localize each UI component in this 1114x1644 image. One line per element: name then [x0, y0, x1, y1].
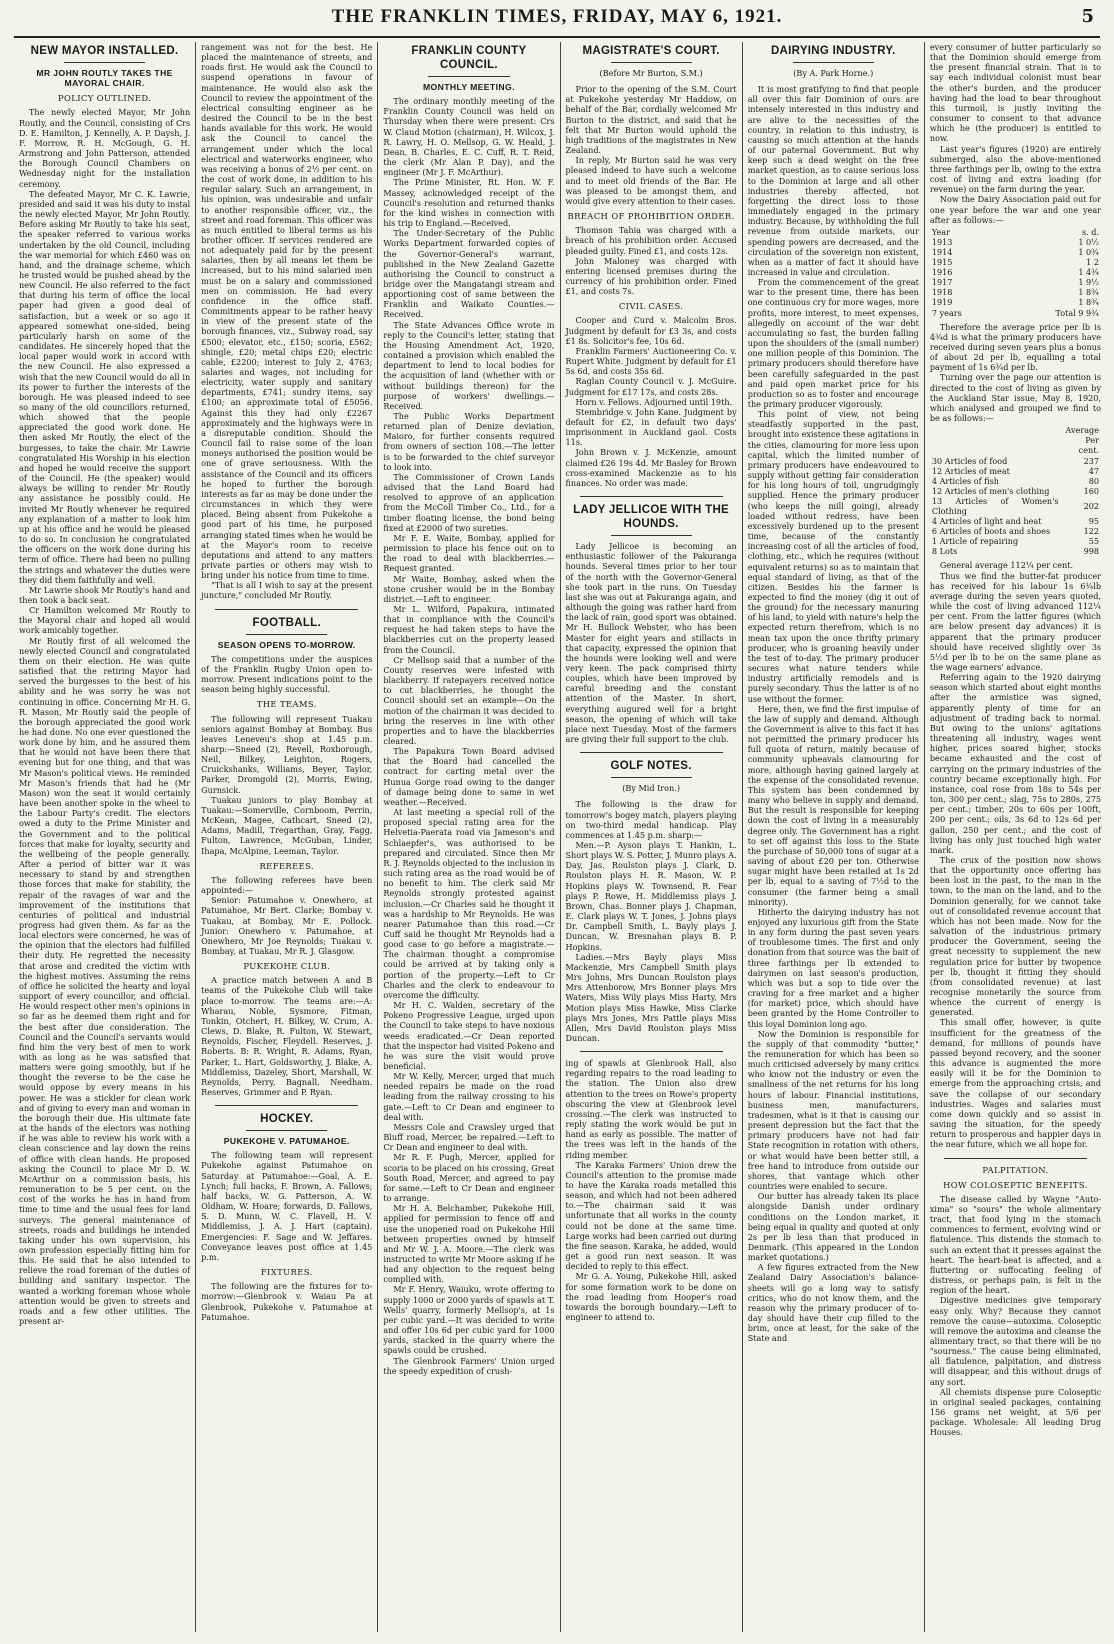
column-2 — [196, 42, 378, 1632]
masthead — [14, 6, 1100, 38]
table-header — [1061, 425, 1102, 455]
article-paragraph: Digestive medicines give temporary easy only. Why? Because they cannot remove the cause—autoxima. Coloseptic will remove the autoxima and cleanse the alimentary tract, so that there will be no "sourness." The cause being eliminated, all flatulence, palpitation, and distress will disappear, and this without drugs of any sort. — [930, 1295, 1101, 1386]
butter-price-table — [930, 227, 1101, 318]
divider — [580, 496, 723, 497]
divider — [580, 752, 723, 753]
article-paragraph: The competitions under the auspices of the Franklin Rugby Union open to-morrow. Present indications point to the season being highly successful. — [201, 654, 372, 695]
table-cell: 1917 — [930, 277, 1001, 287]
article-paragraph: Referring again to the 1920 dairying season which started about eight months after the armistice was signed, apparently plenty of time for an adjustment of trading back to normal. But owing to the unions' agitations threatening all industry, wages went higher, prices soared higher, stocks became exhausted and the cost of carrying on the primary industries of the country became exceptionally high. For instance, coal rose from 18s to 54s per ton, 300 per cent.; slag, 75s to 280s, 275 per cent.; timber, 20s to 60s per 100ft, 200 per cent.; oils, 3s 6d to 12s 6d per gallon, 250 per cent.; and the cost of living has only just touched high water mark. — [930, 672, 1101, 855]
article-paragraph: Now the Dominion is responsible for the supply of that commodity "butter," the remuneration for which has been so much criticised adversely by many critics who know not the industry or even the smallness of the net returns for his long hours of labour. Financial institutions, business men, manufacturers, tradesmen, what is it that is causing our present depression but the fact that the primary producers have not had fair State recognition in rotation with others, or what would have been better still, a free hand to introduce from outside our shores, that vantage which other countries were enabled to secure. — [748, 1029, 919, 1192]
table-cell: 160 — [1061, 486, 1102, 496]
football-heading: FOOTBALL. — [201, 616, 372, 630]
county-council-heading: FRANKLIN COUNTY COUNCIL. — [383, 44, 554, 72]
table-row — [930, 476, 1101, 486]
article-paragraph: rangement was not for the best. He placed the maintenance of streets, and roads first. He would ask the Council to suspend operations in favour of maintenance. He would also ask the Council to review the appointment of the electrical consulting engineer as he desired the Council to be in the best hands available for this work. He would ask the Council to cancel the arrangement under which the local electrical and waterworks engineer, who was receiving a bonus of 2½ per cent. on the cost of work done, in addition to his regular salary. Such an arrangement, in his opinion, was undesirable and unfair to another responsible officer, viz., the street and road foreman. This officer was as much entitled to liberal terms as his brother officer. If services rendered are not adequately paid for by the present salaries, then by all means let them be increased, but to his mind salaried men must be on a salary and commissioned men on commission. He had every confidence in the office staff. Commitments appear to be rather heavy in view of the present state of the borough finances, viz., Subway road, say £500; elevator, etc., £150; scoria, £562; shingle, £20; metal chips £20; electric cable, £2200; interest to July 2, 4763; salaries and wages, not including for electricity, water supply and sanitary departments, £741; sundry items, say £100; an approximate total of £5056. Against this they had only £2267 approximately and the highways were in a disreputable condition. Should the Council fail to raise some of the loan moneys authorised the position would be one of grave seriousness. With the assistance of the Council and its officers he hoped to further the borough interests as far as may be done under the circumstances in which they were placed. Being absent from Pukekohe a good part of his time, he purposed arranging stated times when he would be at the Mayor's room to receive deputations and attend to any matters private parties or others may wish to bring under his notice from time to time. — [201, 42, 372, 580]
table-row — [930, 237, 1101, 247]
table-row — [930, 308, 1101, 318]
article-paragraph: Men.—P. Ayson plays T. Hankin, L. Short plays W. S. Potter, J. Munro plays A. Day, Jas. Roulston plays J. Clark, D. Roulston plays H. R. Mason, W. P. Hopkins plays W. Townsend, R. Fear plays P. Rowe, H. Middlemiss plays J. Brown, Chas. Bonner plays J. Chapman, E. Clark plays W. T. Jones, J. Johns plays Dr. Campbell Smith, L. Bayly plays J. Duncan, W. Bresnahan plays B. P. Hopkins. — [566, 840, 737, 952]
table-cell: 1918 — [930, 287, 1001, 297]
table-cell: 6 Articles of boots and shoes — [930, 526, 1061, 536]
table-cell: 12 Articles of meat — [930, 466, 1061, 476]
table-cell: 1916 — [930, 267, 1001, 277]
table-cell: 1 8¾ — [1001, 297, 1101, 307]
table-row — [930, 297, 1101, 307]
article-paragraph: The Commissioner of Crown Lands advised that the Land Board had resolved to approve of an application from the McColl Timber Co., Ltd., for a timber floating license, the bond being fixed at £2000 of two sureties. — [383, 472, 554, 533]
article-paragraph: Mr F. E. Waite, Bombay, applied for permission to place his fence out on to the road to deal with blackberries.—Request granted. — [383, 533, 554, 574]
table-cell: 1915 — [930, 257, 1001, 267]
table-cell: 122 — [1061, 526, 1102, 536]
article-paragraph: John Maloney was charged with entering licensed premises during the currency of his prohibition order. Fined £1, and costs 7s. — [566, 256, 737, 297]
county-council-subheading: MONTHLY MEETING. — [383, 82, 554, 92]
table-row — [930, 526, 1101, 536]
article-paragraph: Mr L. Wilford, Papakura, intimated that in compliance with the Council's request he had taken steps to have the blackberries cut on the property leased from the Council. — [383, 604, 554, 655]
table-header: s. d. — [1001, 227, 1101, 237]
table-cell: Total 9 9¾ — [1001, 308, 1101, 318]
article-paragraph: The State Advances Office wrote in reply to the Council's letter, stating that the Housing Amendment Act, 1920, contained a provision which enabled the department to lend to local bodies for the acquisition of land (whether with or without buildings thereon) for the purpose of workers' dwellings.—Received. — [383, 320, 554, 411]
article-paragraph: The newly elected Mayor, Mr John Routly, and the Council, consisting of Crs D. E. Hamilton, J. Kennelly, A. P. Daysh, J. F. Morrow, R. H. McGough, G. H. Armstrong and John Patterson, attended the Borough Council Chambers on Wednesday night for the installation ceremony. — [19, 107, 190, 188]
article-paragraph: Now the Dairy Association paid out for one year before the war and one year after as follows:— — [930, 194, 1101, 224]
breach-heading: BREACH OF PROHIBITION ORDER. — [566, 211, 737, 221]
divider — [64, 62, 145, 63]
article-paragraph: Our butter has already taken its place alongside Danish under ordinary conditions on the London market, it being equal in quality and quoted at only 2s per lb less than that produced in Denmark. (This appeared in the London market quotations.) — [748, 1191, 919, 1262]
mayor-subsubheading: POLICY OUTLINED. — [19, 93, 190, 103]
table-row — [930, 456, 1101, 466]
article-paragraph: ing of spawls at Glenbrook Hall, also regarding repairs to the road leading to the station. The Union also drew attention to the trees on Rowe's property obscuring the view at Glenbrook level crossing.—The clerk was instructed to reply stating the work would be put in hand as early as possible. The matter of the trees was left in the hands of the riding member. — [566, 1058, 737, 1160]
article-paragraph: Therefore the average price per lb is 4¾d is what the primary producers have received during seven years plus a bonus of about 2d per lb, equalling a total payment of 1s 6¾d per lb. — [930, 322, 1101, 373]
column-1 — [14, 42, 196, 1632]
article-paragraph: Horn v. Fellows. Adjourned until 19th. — [566, 397, 737, 407]
article-paragraph: The Papakura Town Board advised that the Board had cancelled the contract for carting metal over the Hunua Gorge road owing to the danger of damage being done to same in wet weather.—Received. — [383, 746, 554, 807]
article-paragraph: Raglan County Council v. J. McGuire. Judgment for £17 17s, and costs 28s. — [566, 376, 737, 396]
table-cell: 1 2 — [1001, 257, 1101, 267]
table-cell: 1914 — [930, 247, 1001, 257]
article-paragraph: Lady Jellicoe is becoming an enthusiastic follower of the Pakuranga hounds. Several times prior to her tour of the north with the Governor-General she took part in the runs. On Tuesday last she was out at Pakuranga again, and although the going was rather hard from the lack of rain, good sport was obtained. Mr H. Bullock Webster, who has been Master for eight years and stillacts in that capacity, expressed the opinion that the hounds were looking well and were very keen. The pack comprised thirty couples, which have been improved by careful breeding and the constant attention of the Master. In short, everything augured well for a bright season, the opening of which will take place next Tuesday. Most of the farmers are giving their full support to the club. — [566, 541, 737, 744]
page-columns — [14, 42, 1106, 1632]
article-paragraph: The following referees have been appointed:— — [201, 875, 372, 895]
table-cell: 95 — [1061, 516, 1102, 526]
article-paragraph: The Public Works Department returned plan of Denize deviation, Maioro, for further consents required from owners of section 108.—The letter is to be forwarded to the chief surveyor to look into. — [383, 411, 554, 472]
article-paragraph: The following will represent Tuakau seniors against Bombay at Bombay. Bus leaves Leneveu's shop at 1.45 p.m. sharp:—Sneed (2), Revell, Roxborough, Neil, Bilkey, Leighton, Rogers, Cruickshanks, Williams, Beyer, Taylor, Parker, Dromgold (2), Morris, Ewing, Gurnsick. — [201, 714, 372, 795]
table-cell: 13 Articles of Women's Clothing — [930, 496, 1061, 516]
divider — [428, 76, 509, 77]
dairying-heading: DAIRYING INDUSTRY. — [748, 44, 919, 58]
divider — [793, 62, 874, 63]
table-row — [930, 496, 1101, 516]
article-paragraph: Franklin Farmers' Auctioneering Co. v. Rupert White. Judgment by default for £1 5s 6d, and costs 35s 6d. — [566, 346, 737, 376]
table-cell: 237 — [1061, 456, 1102, 466]
divider — [215, 609, 358, 610]
table-cell: 55 — [1061, 536, 1102, 546]
football-subheading: SEASON OPENS TO-MORROW. — [201, 640, 372, 650]
article-paragraph: A practice match between A and B teams of the Pukekohe Club will take place to-morrow. The teams are:—A: Wharau, Noble, Sysmore, Fitman, Tonkin, Otchert, H. Bilkey, W. Crum, A. Clews, D. Blake, R. Fulton, W. Stewart, Reynolds, Fischer, Fleydell. Reserves, J. Roberts. B: R. Wright, R. Adams, Ryan, Parker, L. Hart, Goldsworthy, J. Blake, A. Middlemiss, Dazeley, Short, Marshall, W. Reynolds, Perry, Bagnall, Needham. Reserves, Grimmer and P. Ryan. — [201, 975, 372, 1097]
table-cell: 1 9½ — [1001, 277, 1101, 287]
article-paragraph: The following team will represent Pukekohe against Patumahoe on Saturday at Patumahoe:—Goal, A. E. Lynch; full backs, F. Brown, A. Fallows; half backs, W. G. Patterson, A. W. Oldham, W. Hoare; forwards, D. Fallows, S. D. Munn, W. C. Flavell, H. V. Middlemiss, J. A. J. Hart (captain). Emergencies: F. Sage and W. Jeffares. Conveyance leaves post office at 1.45 p.m. — [201, 1150, 372, 1262]
table-cell: 1913 — [930, 237, 1001, 247]
article-paragraph: Messrs Cole and Crawsley urged that Bluff road, Mercer, be repaired.—Left to Cr Dean and engineer to deal with. — [383, 1122, 554, 1152]
table-cell: 1 8¾ — [1001, 287, 1101, 297]
page-number: 5 — [1081, 6, 1094, 27]
table-row — [930, 425, 1101, 455]
referees-heading: REFEREES. — [201, 861, 372, 871]
hounds-heading: LADY JELLICOE WITH THE HOUNDS. — [566, 503, 737, 531]
article-paragraph: Ladies.—Mrs Bayly plays Miss Mackenzie, Mrs Campbell Smith plays Mrs Johns, Mrs Duncan Roulston plays Mrs Attenborow, Mrs Bonner plays Mrs Waters, Miss Wily plays Miss Harty, Mrs Motion plays Miss Hawke, Miss Clarke plays Mrs Jones, Mrs Pattle plays Miss Allen, Mrs David Roulston plays Miss Duncan. — [566, 952, 737, 1043]
table-cell: 30 Articles of food — [930, 456, 1061, 466]
table-header — [930, 425, 1061, 455]
article-paragraph: The ordinary monthly meeting of the Franklin County Council was held on Thursday when there were present: Crs W. Claud Motion (chairman), H. Wilcox, J. R. Lawry, H. O. Mellsop, G. W. Heald, J. Dean, B. Charles, E. C. Cuff, R. T. Reid, the clerk (Mr Alan P. Day), and the engineer (Mr J. F. McArthur). — [383, 96, 554, 177]
table-row — [930, 536, 1101, 546]
article-paragraph: This small offer, however, is quite insufficient for the greatness of the demand, for millions of pounds have passed beyond recovery, and the sooner this advance is augmented the more easily will it be for the Dominion to emerge from the approaching crisis, and save the collapse of our secondary industries. Wages and salaries must come down quickly and so assist in saving the situation, for the speedy return to prosperous and happier days in the near future, which we all hope for. — [930, 1017, 1101, 1149]
article-paragraph: Mr H. A. Belchamber, Pukekohe Hill, applied for permission to fence off and use the unopened road on Pukekohe Hill between properties owned by himself and Mr W. J. A. Moore.—The clerk was instructed to write Mr Moore asking if he had any objection to the request being complied with. — [383, 1203, 554, 1284]
article-paragraph: It is most gratifying to find that people all over this fair Dominion of ours are intensely interested in this industry and are alive to the necessities of the country, in relation to this industry, is causing so much attention at the hands of our paternal Government. But why keep such a dead weight on the free market question, as to cause serious loss to the Dominion at large and all other industries thereby affected, not forgetting the direct loss to those immediately engaged in the primary industry. Because, by withholding the full revenue from outside markets, our spending powers are decreased, and the circulation of the sovereign non existent, when as a matter of fact it should have increased in value and circulation. — [748, 84, 919, 277]
article-paragraph: The following is the draw for tomorrow's bogey match, players playing on two-third medal handicap. Play commences at 1.45 p.m. sharp:— — [566, 799, 737, 840]
article-paragraph: Tuakau juniors to play Bombay at Tuakau:—Somerville, Cornboom, Perrin, McKean, Magee, Cathcart, Sneed (2), Adams, Madill, Tregarthan, Gray, Fagg, Fulton, Lawrence, McGuban, Linder, Ihapa, McAlpine, Leeman, Taylor. — [201, 795, 372, 856]
fixtures-heading: FIXTURES. — [201, 1267, 372, 1277]
article-paragraph: Cr Mellsop said that a number of the County reserves were infested with blackberry. If ratepayers received notice to cut blackberries, he thought the Council should set an example—On the motion of the chairman it was decided to bring the reserves in line with other properties and to have the blackberries cleared. — [383, 655, 554, 746]
mayor-subheading: MR JOHN ROUTLY TAKES THE MAYORAL CHAIR. — [19, 68, 190, 88]
article-paragraph: Mr Lawrie shook Mr Routly's hand and then took a back seat. — [19, 585, 190, 605]
mayor-heading: NEW MAYOR INSTALLED. — [19, 44, 190, 58]
newspaper-title: THE FRANKLIN TIMES, FRIDAY, MAY 6, 1921. — [14, 6, 1100, 28]
table-row — [930, 257, 1101, 267]
table-cell: 1919 — [930, 297, 1001, 307]
article-paragraph: John Brown v. J. McKenzie, amount claimed £26 19s 4d. Mr Basley for Brown cross-examined Mackenzie as to his finances. No order was made. — [566, 447, 737, 488]
divider — [944, 1158, 1087, 1159]
teams-heading: THE TEAMS. — [201, 699, 372, 709]
hockey-subheading: PUKEKOHE V. PATUMAHOE. — [201, 1136, 372, 1146]
table-cell: 1 Article of repairing — [930, 536, 1061, 546]
column-6 — [925, 42, 1106, 1632]
article-paragraph: The crux of the position now shows that the opportunity once offering has been lost in the past, to the man in the town, to the man on the land, and to the Dominion generally, for we cannot take out of consolidated revenue account that which has not been made. Now for the salvation of the industrious primary producer the Government, seeing the great necessity to supplement the new regulation price for butter by twopence per lb, thought it fitting they should (from consolidated revenue) at last recognise monetarily the source from whence the current of energy is generated. — [930, 855, 1101, 1018]
table-cell: 998 — [1061, 546, 1102, 556]
civil-heading: CIVIL CASES. — [566, 301, 737, 311]
table-row — [930, 486, 1101, 496]
table-cell: 1 0½ — [1001, 237, 1101, 247]
article-paragraph: The Glenbrook Farmers' Union urged the speedy expedition of crush- — [383, 1356, 554, 1376]
palpitation-subheading: HOW COLOSEPTIC BENEFITS. — [930, 1180, 1101, 1190]
divider — [246, 634, 327, 635]
hockey-heading: HOCKEY. — [201, 1112, 372, 1126]
table-row — [930, 267, 1101, 277]
article-paragraph: Thus we find the butter-fat producer has received for his labour 1s 6¾lb average during the seven years quoted, while the cost of living advanced 112¼ per cent. From the latter figures (which are below present day advances) it is apparent that the primary producer should have received slightly over 3s 5½d per lb to be on the same plane as the wage earners' advance. — [930, 571, 1101, 673]
article-paragraph: Turning over the page our attention is directed to the cost of living as given by the Auckland Star issue, May 8, 1920, which analysed and grouped we find to be as follows:— — [930, 372, 1101, 423]
table-cell: 12 Articles of men's clothing — [930, 486, 1061, 496]
table-row — [930, 287, 1101, 297]
article-paragraph: Here, then, we find the first impulse of the law of supply and demand. Although the Government is alive to this fact it has not permitted the primary producer his full quota of return, mainly because of community upheavals clamouring for more, although having gained largely at the expense of the consolidated revenue. This system has been condemned by many who believe in supply and demand. But the result is responsible for keeping down the cost of living in a measurably degree only. The Government has a right to set off against this loss to the State the purchase of 50,000 tons of sugar at a saving of about £20 per ton. Otherwise sugar might have been retailed at 1s 2d per lb, equal to a saving of 7½d to the consumer (the farmer being a small minority). — [748, 704, 919, 907]
article-paragraph: From the commencement of the great war to the present time, there has been one continuous cry for more wages, more profits, more interest, to meet expenses, allegedly on account of the war debt accumulating so fast, the burden falling upon the shoulders of the (small number) one million people of this Dominion. The primary producers should therefore have been carefully safeguarded in the past and paid open market price for his production so as to foster and encourage the primary producer vigorously. — [748, 277, 919, 409]
article-paragraph: Cr Hamilton welcomed Mr Routly to the Mayoral chair and hoped all would work amicably together. — [19, 605, 190, 635]
table-row — [930, 277, 1101, 287]
article-paragraph: Cooper and Curd v. Malcolm Bros. Judgment by default for £3 3s, and costs £1 8s. Solicitor's fee, 10s 6d. — [566, 315, 737, 345]
article-paragraph: General average 112¼ per cent. — [930, 560, 1101, 570]
table-cell: 1 4¾ — [1001, 267, 1101, 277]
article-paragraph: The Prime Minister, Rt. Hon. W. F. Massey, acknowledged receipt of the Council's resolution and returned thanks for the kind wishes in connection with his trip to England.—Received. — [383, 177, 554, 228]
column-5 — [743, 42, 925, 1632]
article-paragraph: Mr Waite, Bombay, asked when the stone crusher would be in the Bombay district.—Left to engineer. — [383, 574, 554, 604]
table-header-label: Average — [1065, 425, 1099, 435]
table-row — [930, 516, 1101, 526]
article-paragraph: Hitherto the dairying industry has not enjoyed any luxurious gift from the State in any form during the past seven years of troublesome times. The first and only donation from that source was the bait of three farthings per lb extended to dairymen on last season's production, which was but a sop to tide over the craving for a free market and a higher (for market) price, which should have been granted by the Home Controller to this loyal Dominion long ago. — [748, 907, 919, 1029]
divider — [611, 535, 692, 536]
table-cell: 4 Articles of light and heat — [930, 516, 1061, 526]
table-row — [930, 247, 1101, 257]
table-row — [930, 227, 1101, 237]
table-header-label: Per cent. — [1079, 435, 1099, 455]
article-paragraph: "That is all I wish to say at the present juncture," concluded Mr Routly. — [201, 580, 372, 600]
article-paragraph: The disease called by Wayne "Auto-xima" so "sours" the whole alimentary tract, that food lying in the stomach commences to ferment, evolving wind or flatulence. This distends the stomach to such an extent that it presses against the heart. The heart-beat is affected, and a fluttering or suffocating feeling of distress, or perhaps pain, is felt in the region of the heart. — [930, 1194, 1101, 1296]
article-paragraph: Last year's figures (1920) are entirely submerged, also the above-mentioned three farthings per lb, owing to the extra cost of living and extra loading (for revenue) on the farm during the year. — [930, 144, 1101, 195]
table-row — [930, 546, 1101, 556]
table-cell: 4 Articles of fish — [930, 476, 1061, 486]
article-paragraph: every consumer of butter particularly so that the Dominion should emerge from the present financial strain. That is to say each individual colonist must bear the other's burden, and the producer having had the load to bear throughout this turmoil, is justly inviting the consumer to consent to that advance which he (the producer) is entitled to now. — [930, 42, 1101, 144]
article-paragraph: Mr H. C. Walden, secretary of the Pokeno Progressive League, urged upon the Council to take steps to have noxious weeds eradicated.—Cr Dean reported that the inspector had visited Pokeno and he was sure the visit would prove beneficial. — [383, 1000, 554, 1071]
article-paragraph: Mr W. Kelly, Mercer, urged that much needed repairs be made on the road leading from the railway crossing to his gate.—Left to Cr Dean and engineer to deal with. — [383, 1071, 554, 1122]
article-paragraph: The following are the fixtures for to-morrow:—Glenbrook v. Waiau Pa at Glenbrook, Pukekohe v. Patumahoe at Patumahoe. — [201, 1281, 372, 1322]
article-paragraph: A few figures extracted from the New Zealand Dairy Association's balance-sheets will go a long way to satisfy critics, who do not know them, and the reason why the primary producer of to-day should have their cup filled to the brim, once at least, for the sake of the State and — [748, 1262, 919, 1343]
divider — [611, 62, 692, 63]
table-cell: 202 — [1061, 496, 1102, 516]
divider — [611, 777, 692, 778]
table-header: Year — [930, 227, 1001, 237]
article-paragraph: Senior: Patumahoe v. Onewhero, at Patumahoe, Mr Bert. Clarke; Bombay v. Tuakau, at Bombay, Mr E. Pollock. Junior: Onewhero v. Patumahoe, at Onewhero, Mr Joe Reynolds; Tuakau v. Bombay, at Tuakau, Mr R. J. Glasgow. — [201, 895, 372, 956]
table-cell: 1 0¾ — [1001, 247, 1101, 257]
table-cell: 7 years — [930, 308, 1001, 318]
article-paragraph: The Karaka Farmers' Union drew the Council's attention to the promise made to have the Karaka roads metalled this season, and which had not been adhered to.—The chairman said it was unfortunate that all works in the county could not be done at the same time. Large works had been carried out during the fine season. Karaka, he added, would get a good run next season. It was decided to reply to this effect. — [566, 1160, 737, 1272]
article-paragraph: In reply, Mr Burton said he was very pleased indeed to have such a welcome and to meet old friends of the Bar. He was pleased to be amongst them, and would give every attention to their cases. — [566, 155, 737, 206]
divider — [215, 1105, 358, 1106]
article-paragraph: Stembridge v. John Kane. Judgment by default for £2, in default two days' imprisonment in Auckland gaol. Costs 11s. — [566, 407, 737, 448]
article-paragraph: Mr Routly first of all welcomed the newly elected Council and congratulated them on their election. He was quite satisfied that the retiring Mayor had served the burgesses to the best of his ability and he was sorry he was not continuing in office. Concerning Mr H. G. R. Mason, Mr Routly said the people of the borough appreciated the good work he had done. No one ever questioned the work done by him, and he assured them that he would not have been there that evening but for one thing, and that was Mr Mason's political views. He reminded Mr Mason's friends that had he (Mr Mason) won the seat it would certainly have been another spoke in the wheel to the Labour Party's credit. The electors owed a duty to the Prime Minister and the Government and to the political forces that make for loyalty, security and the wellbeing of the people generally. After a period of bitter war it was necessary to stand by and strengthen those forces that make for stability, the repair of the ravages of war and the improvement of the institutions that centuries of political and industrial progress had given them. As far as the local electors were concerned, he was of the opinion that the electors had fulfilled their duty. He regretted the necessity that arose and credited the victim with the highest motives. Assuming the reins of office he solicited the hearty and loyal support of every councillor, and official. He would respect other men's opinions in so far as he deemed them right and for the best after due consideration. The Council and the Council's servants would find him the very best of men to work with as long as he was satisfied that matters were going smoothly, but if he thought the reverse to be the case he would oppose by every means in his power. He was a stickler for clean work and of giving to every man and woman in the borough their due. His ultimate fate at the hands of the electors was nothing if he was able to review his work with a clean conscience and lay down the reins of office with clean hands. He proposed asking the Council to place Mr D. W. McArthur on a commission basis, his remuneration to be 5 per cent. on the cost of the works he has in hand from time to time and the usual fees for land surveys. The general maintenance of streets, roads and buildings he intended taking under his own supervision, his own profession especially fitting him for this. He said that he also intended to relieve the road foreman of the duties of building and sanitary inspector. The wanted a working foreman whose whole attention would be given to streets and roads and a few other utilities. The present ar- — [19, 636, 190, 1327]
article-paragraph: Mr R. F. Pugh, Mercer, applied for scoria to be placed on his crossing, Great South Road, Mercer, and agreed to pay for same.—Left to Cr Dean and engineer to arrange. — [383, 1152, 554, 1203]
article-paragraph: Prior to the opening of the S.M. Court at Pukekohe yesterday Mr Haddow, on behalf of the Bar, cordially welcomed Mr Burton to the district, and said that he felt that Mr Burton would uphold the high traditions of the magistrates in New Zealand. — [566, 84, 737, 155]
article-paragraph: At last meeting a special roll of the proposed special rating area for the Helvetia-Paerata road via Jameson's and Schlaepfer's, was authorised to be prepared and circulated. Since then Mr R. J. Reynolds objected to the inclusion in such rating area as the road would be of no benefit to him. The clerk said Mr Reynolds strongly protested against inclusion.—Cr Charles said he thought it was a hardship to Mr Reynolds. He was nearer Patumahoe than this road.—Cr Cuff said he thought Mr Reynolds had a good case to go before a magistrate.—The chairman thought a compromise could be arrived at by taking only a portion of the property.—Left to Cr Charles and the clerk to endeavour to overcome the difficulty. — [383, 807, 554, 1000]
article-paragraph: Thomson Tahia was charged with a breach of his prohibition order. Accused pleaded guilty. Fined £1, and costs 12s. — [566, 225, 737, 255]
table-row — [930, 466, 1101, 476]
article-paragraph: Mr F. Henry, Waiuku, wrote offering to supply 1000 or 2000 yards of spawls at T. Wells' quarry, formerly Mellsop's, at 1s per cubic yard.—It was decided to write and offer 10s 6d per cubic yard for 1000 yards, stacked in the quarry where the spawls could be crushed. — [383, 1284, 554, 1355]
court-byline: (Before Mr Burton, S.M.) — [566, 68, 737, 78]
article-paragraph: This point of view, not being steadfastly supported in the past, brought into existence these agitations in the cities, clamouring for more less upon capital, which the limited number of primary producers have endeavoured to supply without getting fair consideration for his long hours of toil, ungrudgingly supplied. Hence the primary producer (who keeps the mill going), already loaded without redress, have been excessively burdened up to the present time, because of the constantly increasing cost of all the articles of food, clothing, etc., which he requires (without equivalent returns) so as to maintain that equal standard of living, as that of the citizen. Besides his the farmer is expected to find the money (dig it out of the ground) for the necessary manuring of his land, to yield with nature's help the expected return therefrom, which is no mean tax upon the once thrifty primary producer, who is groaning heavily under the test of to-day. The primary producer secures what nature tenders while industry artificially remodels and is purely secondary. Thus the latter is of no use without the former. — [748, 409, 919, 704]
divider — [246, 1130, 327, 1131]
table-cell: 47 — [1061, 466, 1102, 476]
court-heading: MAGISTRATE'S COURT. — [566, 44, 737, 58]
divider — [580, 1051, 723, 1052]
table-cell: 80 — [1061, 476, 1102, 486]
article-paragraph: The defeated Mayor, Mr C. K. Lawrie, presided and said it was his duty to instal the newly elected Mayor, Mr John Routly. Before asking Mr Routly to take his seat, the speaker referred to various works undertaken by the old Council, including the war memorial for which £460 was on hand, and the drainage scheme, which he trusted would be pushed ahead by the new Council. He also referred to the fact that during his term of office the local paper had given a good deal of satisfaction, but a week or so ago it appeared somewhat one-sided, being particularly harsh on some of the candidates. He sincerely hoped that the local paper would work in accord with the new Council. He also expressed a wish that the new Council would do all in its power to further the interests of the borough. He was pleased indeed to see so many of the old councillors returned, which showed that the people appreciated the good work done. He then asked Mr Routly, the elect of the burgesses, to take the chair. Mr Lawrie congratulated His Worship in his election and hoped he would receive the support of the Council. He (the speaker) would always be willing to render Mr Routly any assistance he possibly could. He invited Mr Routly whenever he required any explanation of a matter to look him up at his office and he would be pleased to do so. In conclusion he congratulated the officers on the work done during his term of office. There had been no pulling the strings and whatever the duties were they did them faithfully and well. — [19, 189, 190, 585]
golf-heading: GOLF NOTES. — [566, 759, 737, 773]
table-cell: 8 Lots — [930, 546, 1061, 556]
club-heading: PUKEKOHE CLUB. — [201, 961, 372, 971]
column-4 — [561, 42, 743, 1632]
column-3 — [378, 42, 560, 1632]
article-paragraph: Mr G. A. Young, Pukekohe Hill, asked for some formation work to be done on the road leading from Hooper's road towards the borough boundary.—Left to engineer to attend to. — [566, 1271, 737, 1322]
dairying-byline: (By A. Park Horne.) — [748, 68, 919, 78]
article-paragraph: All chemists dispense pure Coloseptic in original sealed packages, containing 156 grams net weight, at 5/6 per package. Wholesale: All leading Drug Houses. — [930, 1387, 1101, 1438]
golf-byline: (By Mid Iron.) — [566, 783, 737, 793]
article-paragraph: The Under-Secretary of the Public Works Department forwarded copies of the Governor-General's warrant, published in the New Zealand Gazette authorising the Council to construct a bridge over the Mangatangi stream and apportioning cost of same between the Franklin and Waikato Counties.—Received. — [383, 228, 554, 319]
cost-of-living-table — [930, 425, 1101, 556]
palpitation-heading: PALPITATION. — [930, 1165, 1101, 1175]
